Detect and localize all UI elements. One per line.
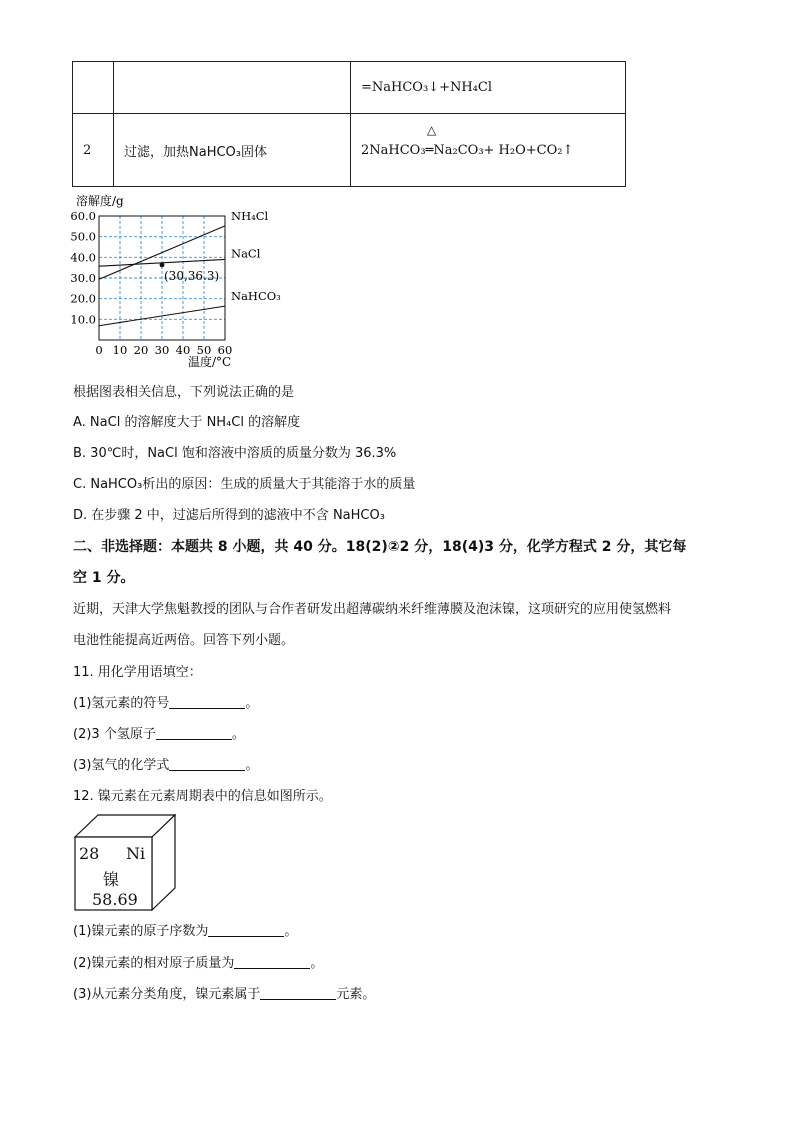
answer-blank[interactable]: [208, 924, 284, 937]
question-11-3: [73, 757, 258, 775]
answer-blank[interactable]: [156, 727, 232, 740]
question-12-2: [73, 955, 323, 973]
question-11-1: [73, 695, 258, 713]
y-tick-labels: [70, 209, 96, 326]
intro-line2: 电池性能提高近两倍。回答下列小题。: [73, 633, 295, 648]
atomic-mass: 58.69: [92, 890, 138, 909]
x-tick-label: 30: [154, 343, 170, 357]
period: 。: [245, 696, 259, 711]
answer-blank[interactable]: [169, 758, 245, 771]
series-label: NaHCO₃: [231, 289, 281, 304]
periodic-table-cell: [74, 814, 176, 912]
question-11: 11. 用化学用语填空：: [73, 665, 202, 680]
table-row: [73, 62, 626, 114]
answer-blank[interactable]: [234, 956, 310, 969]
step-number-cell: [73, 62, 114, 114]
question-12-3-suffix: 元素。: [336, 987, 376, 1002]
x-axis-label: 温度/°C: [188, 355, 232, 369]
solubility-chart: [70, 190, 300, 370]
y-tick-label: 60.0: [70, 209, 96, 223]
x-tick-label: 50: [196, 343, 212, 357]
element-symbol: Ni: [126, 844, 146, 863]
question-12-3-text: (3)从元素分类角度，镍元素属于: [73, 987, 261, 1002]
annotation-point: [160, 263, 165, 268]
y-tick-label: 30.0: [70, 271, 96, 285]
y-tick-label: 20.0: [70, 291, 96, 306]
series-labels: [231, 209, 281, 303]
question-12-1-text: (1)镍元素的原子序数为: [73, 924, 209, 939]
question-11-2-text: (2)3 个氢原子: [73, 727, 156, 742]
option-b[interactable]: B. 30℃时，NaCl 饱和溶液中溶质的质量分数为 36.3%: [73, 446, 397, 461]
period: 。: [231, 727, 245, 742]
question-12-1: [73, 923, 297, 941]
period: 。: [310, 956, 324, 971]
question-stem: 根据图表相关信息，下列说法正确的是: [73, 385, 295, 400]
element-name: 镍: [103, 870, 120, 889]
equation-cell: =NaHCO₃↓+NH₄Cl: [351, 62, 626, 114]
question-12-3: [73, 986, 375, 1004]
question-12-2-text: (2)镍元素的相对原子质量为: [73, 956, 235, 971]
reaction-steps-table: [72, 61, 626, 187]
question-11-1-text: (1)氢元素的符号: [73, 696, 170, 711]
x-tick-label: 60: [217, 343, 233, 357]
period: 。: [245, 758, 259, 773]
x-tick-label: 20: [133, 343, 149, 357]
answer-blank[interactable]: [169, 696, 245, 709]
answer-blank[interactable]: [260, 987, 336, 1000]
equation-cell: [351, 114, 626, 187]
option-c[interactable]: C. NaHCO₃析出的原因：生成的质量大于其能溶于水的质量: [73, 477, 416, 492]
y-tick-label: 40.0: [70, 250, 96, 265]
period: 。: [284, 924, 298, 939]
table-row: [73, 114, 626, 187]
question-11-3-text: (3)氢气的化学式: [73, 758, 170, 773]
question-11-2: [73, 726, 245, 744]
step-description-cell: [114, 62, 351, 114]
option-a[interactable]: A. NaCl 的溶解度大于 NH₄Cl 的溶解度: [73, 415, 301, 430]
question-12: 12. 镍元素在元素周期表中的信息如图所示。: [73, 789, 332, 804]
x-tick-label: 10: [112, 343, 128, 357]
step-number-cell: 2: [73, 114, 114, 187]
intro-line1: 近期，天津大学焦魁教授的团队与合作者研发出超薄碳纳米纤维薄膜及泡沫镍，这项研究的应用使氢燃料: [73, 602, 672, 617]
section-heading-line1: 二、非选择题：本题共 8 小题，共 40 分。18(2)②2 分，18(4)3 分，化学方程式 2 分，其它每: [73, 539, 687, 555]
equation-text: 2NaHCO₃═Na₂CO₃+ H₂O+CO₂↑: [361, 142, 574, 158]
atomic-number: 28: [79, 844, 100, 863]
step-description-cell: 过滤，加热NaHCO₃固体: [114, 114, 351, 187]
heating-condition-mark: △: [427, 123, 437, 137]
y-tick-label: 50.0: [70, 229, 96, 244]
option-d[interactable]: D. 在步骤 2 中，过滤后所得到的滤液中不含 NaHCO₃: [73, 508, 385, 523]
y-tick-label: 10.0: [70, 312, 96, 327]
x-tick-label: 0: [95, 343, 103, 357]
series-label: NaCl: [231, 246, 261, 261]
y-axis-label: 溶解度/g: [76, 194, 124, 208]
series-label: NH₄Cl: [231, 208, 269, 223]
x-tick-label: 40: [175, 343, 191, 357]
section-heading-line2: 空 1 分。: [73, 570, 135, 586]
annotation-label: (30,36.3): [164, 268, 220, 283]
